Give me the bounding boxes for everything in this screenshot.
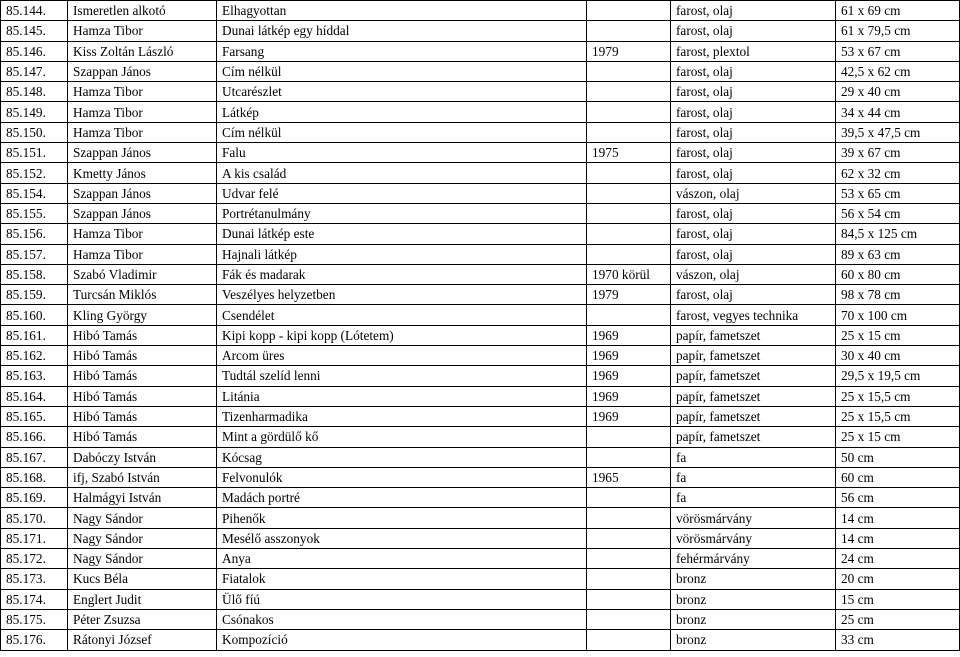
size-cell: 60 x 80 cm — [836, 264, 960, 284]
year-cell — [587, 21, 671, 41]
title-cell: Mint a gördülő kő — [217, 427, 587, 447]
size-cell: 61 x 69 cm — [836, 1, 960, 21]
table-row — [1, 325, 960, 345]
table-row — [1, 143, 960, 163]
size-cell: 61 x 79,5 cm — [836, 21, 960, 41]
size-cell: 60 cm — [836, 467, 960, 487]
artist-cell: Hibó Tamás — [68, 406, 217, 426]
inventory-number-cell: 85.163. — [1, 366, 68, 386]
size-cell: 84,5 x 125 cm — [836, 224, 960, 244]
year-cell: 1970 körül — [587, 264, 671, 284]
table-row — [1, 41, 960, 61]
table-body — [1, 1, 960, 651]
medium-cell: farost, olaj — [671, 285, 836, 305]
artist-cell: Hamza Tibor — [68, 122, 217, 142]
table-row — [1, 549, 960, 569]
table-row — [1, 285, 960, 305]
year-cell: 1979 — [587, 41, 671, 61]
title-cell: Elhagyottan — [217, 1, 587, 21]
title-cell: Csónakos — [217, 609, 587, 629]
inventory-number-cell: 85.165. — [1, 406, 68, 426]
year-cell — [587, 569, 671, 589]
size-cell: 53 x 67 cm — [836, 41, 960, 61]
artist-cell: Hibó Tamás — [68, 325, 217, 345]
title-cell: Fiatalok — [217, 569, 587, 589]
inventory-number-cell: 85.170. — [1, 508, 68, 528]
inventory-number-cell: 85.147. — [1, 61, 68, 81]
table-row — [1, 488, 960, 508]
medium-cell: fa — [671, 488, 836, 508]
inventory-number-cell: 85.150. — [1, 122, 68, 142]
year-cell — [587, 305, 671, 325]
artist-cell: Szappan János — [68, 183, 217, 203]
medium-cell: farost, olaj — [671, 244, 836, 264]
artist-cell: Hamza Tibor — [68, 82, 217, 102]
medium-cell: farost, olaj — [671, 61, 836, 81]
artist-cell: Hibó Tamás — [68, 427, 217, 447]
table-row — [1, 528, 960, 548]
medium-cell: farost, vegyes technika — [671, 305, 836, 325]
artist-cell: Rátonyi József — [68, 630, 217, 650]
size-cell: 25 x 15,5 cm — [836, 386, 960, 406]
size-cell: 30 x 40 cm — [836, 346, 960, 366]
year-cell — [587, 488, 671, 508]
size-cell: 56 cm — [836, 488, 960, 508]
size-cell: 62 x 32 cm — [836, 163, 960, 183]
title-cell: Csendélet — [217, 305, 587, 325]
title-cell: Dunai látkép este — [217, 224, 587, 244]
year-cell — [587, 528, 671, 548]
year-cell — [587, 163, 671, 183]
table-row — [1, 609, 960, 629]
inventory-number-cell: 85.151. — [1, 143, 68, 163]
medium-cell: papír, fametszet — [671, 406, 836, 426]
title-cell: Fák és madarak — [217, 264, 587, 284]
year-cell — [587, 61, 671, 81]
artist-cell: Englert Judit — [68, 589, 217, 609]
medium-cell: farost, plextol — [671, 41, 836, 61]
year-cell — [587, 609, 671, 629]
inventory-number-cell: 85.154. — [1, 183, 68, 203]
artist-cell: Hibó Tamás — [68, 346, 217, 366]
year-cell — [587, 508, 671, 528]
artist-cell: Hamza Tibor — [68, 102, 217, 122]
artist-cell: Hibó Tamás — [68, 366, 217, 386]
year-cell — [587, 427, 671, 447]
year-cell: 1969 — [587, 386, 671, 406]
size-cell: 25 cm — [836, 609, 960, 629]
inventory-number-cell: 85.164. — [1, 386, 68, 406]
artist-cell: Nagy Sándor — [68, 528, 217, 548]
table-row — [1, 630, 960, 650]
table-row — [1, 264, 960, 284]
inventory-number-cell: 85.167. — [1, 447, 68, 467]
year-cell — [587, 630, 671, 650]
size-cell: 89 x 63 cm — [836, 244, 960, 264]
size-cell: 53 x 65 cm — [836, 183, 960, 203]
inventory-number-cell: 85.144. — [1, 1, 68, 21]
title-cell: Portrétanulmány — [217, 203, 587, 223]
medium-cell: vörösmárvány — [671, 508, 836, 528]
size-cell: 24 cm — [836, 549, 960, 569]
artist-cell: Szappan János — [68, 61, 217, 81]
table-row — [1, 244, 960, 264]
title-cell: Veszélyes helyzetben — [217, 285, 587, 305]
medium-cell: farost, olaj — [671, 1, 836, 21]
artist-cell: Hamza Tibor — [68, 244, 217, 264]
year-cell: 1975 — [587, 143, 671, 163]
inventory-number-cell: 85.176. — [1, 630, 68, 650]
artist-cell: Kling György — [68, 305, 217, 325]
year-cell: 1979 — [587, 285, 671, 305]
inventory-number-cell: 85.166. — [1, 427, 68, 447]
title-cell: A kis család — [217, 163, 587, 183]
table-row — [1, 61, 960, 81]
year-cell — [587, 1, 671, 21]
size-cell: 42,5 x 62 cm — [836, 61, 960, 81]
title-cell: Falu — [217, 143, 587, 163]
medium-cell: farost, olaj — [671, 21, 836, 41]
artist-cell: Hamza Tibor — [68, 21, 217, 41]
year-cell — [587, 183, 671, 203]
year-cell — [587, 447, 671, 467]
inventory-number-cell: 85.158. — [1, 264, 68, 284]
title-cell: Utcarészlet — [217, 82, 587, 102]
inventory-number-cell: 85.159. — [1, 285, 68, 305]
title-cell: Kipi kopp - kipi kopp (Lótetem) — [217, 325, 587, 345]
artist-cell: Hamza Tibor — [68, 224, 217, 244]
artist-cell: Szappan János — [68, 203, 217, 223]
medium-cell: papír, fametszet — [671, 325, 836, 345]
year-cell — [587, 244, 671, 264]
table-row — [1, 589, 960, 609]
table-row — [1, 82, 960, 102]
title-cell: Farsang — [217, 41, 587, 61]
artist-cell: ifj, Szabó István — [68, 467, 217, 487]
artist-cell: Kucs Béla — [68, 569, 217, 589]
table-row — [1, 346, 960, 366]
table-row — [1, 203, 960, 223]
medium-cell: bronz — [671, 630, 836, 650]
artist-cell: Halmágyi István — [68, 488, 217, 508]
year-cell — [587, 549, 671, 569]
size-cell: 20 cm — [836, 569, 960, 589]
table-row — [1, 427, 960, 447]
table-row — [1, 183, 960, 203]
inventory-number-cell: 85.168. — [1, 467, 68, 487]
inventory-number-cell: 85.145. — [1, 21, 68, 41]
artist-cell: Hibó Tamás — [68, 386, 217, 406]
size-cell: 33 cm — [836, 630, 960, 650]
medium-cell: farost, olaj — [671, 102, 836, 122]
year-cell — [587, 224, 671, 244]
size-cell: 14 cm — [836, 508, 960, 528]
title-cell: Tudtál szelíd lenni — [217, 366, 587, 386]
artist-cell: Péter Zsuzsa — [68, 609, 217, 629]
medium-cell: papír, fametszet — [671, 386, 836, 406]
table-row — [1, 569, 960, 589]
size-cell: 14 cm — [836, 528, 960, 548]
size-cell: 56 x 54 cm — [836, 203, 960, 223]
medium-cell: papír, fametszet — [671, 366, 836, 386]
table-row — [1, 163, 960, 183]
size-cell: 34 x 44 cm — [836, 102, 960, 122]
medium-cell: papír, fametszet — [671, 346, 836, 366]
size-cell: 70 x 100 cm — [836, 305, 960, 325]
table-row — [1, 406, 960, 426]
table-row — [1, 508, 960, 528]
title-cell: Látkép — [217, 102, 587, 122]
table-row — [1, 21, 960, 41]
year-cell: 1965 — [587, 467, 671, 487]
table-row — [1, 224, 960, 244]
medium-cell: papír, fametszet — [671, 427, 836, 447]
medium-cell: farost, olaj — [671, 143, 836, 163]
title-cell: Felvonulók — [217, 467, 587, 487]
table-row — [1, 386, 960, 406]
inventory-number-cell: 85.157. — [1, 244, 68, 264]
inventory-number-cell: 85.162. — [1, 346, 68, 366]
table-row — [1, 447, 960, 467]
inventory-number-cell: 85.161. — [1, 325, 68, 345]
title-cell: Arcom üres — [217, 346, 587, 366]
table-row — [1, 102, 960, 122]
medium-cell: farost, olaj — [671, 224, 836, 244]
table-row — [1, 366, 960, 386]
medium-cell: bronz — [671, 589, 836, 609]
artist-cell: Nagy Sándor — [68, 508, 217, 528]
size-cell: 50 cm — [836, 447, 960, 467]
artist-cell: Kmetty János — [68, 163, 217, 183]
size-cell: 39 x 67 cm — [836, 143, 960, 163]
medium-cell: vászon, olaj — [671, 264, 836, 284]
table-row — [1, 467, 960, 487]
year-cell: 1969 — [587, 325, 671, 345]
title-cell: Hajnali látkép — [217, 244, 587, 264]
inventory-number-cell: 85.156. — [1, 224, 68, 244]
size-cell: 25 x 15 cm — [836, 325, 960, 345]
medium-cell: bronz — [671, 609, 836, 629]
inventory-number-cell: 85.175. — [1, 609, 68, 629]
medium-cell: fehérmárvány — [671, 549, 836, 569]
inventory-number-cell: 85.148. — [1, 82, 68, 102]
inventory-number-cell: 85.171. — [1, 528, 68, 548]
medium-cell: farost, olaj — [671, 82, 836, 102]
medium-cell: vászon, olaj — [671, 183, 836, 203]
title-cell: Mesélő asszonyok — [217, 528, 587, 548]
size-cell: 29 x 40 cm — [836, 82, 960, 102]
year-cell: 1969 — [587, 366, 671, 386]
size-cell: 25 x 15,5 cm — [836, 406, 960, 426]
medium-cell: fa — [671, 447, 836, 467]
title-cell: Madách portré — [217, 488, 587, 508]
inventory-number-cell: 85.152. — [1, 163, 68, 183]
inventory-number-cell: 85.146. — [1, 41, 68, 61]
artist-cell: Dabóczy István — [68, 447, 217, 467]
year-cell — [587, 589, 671, 609]
inventory-number-cell: 85.172. — [1, 549, 68, 569]
inventory-number-cell: 85.155. — [1, 203, 68, 223]
year-cell: 1969 — [587, 406, 671, 426]
title-cell: Udvar felé — [217, 183, 587, 203]
medium-cell: fa — [671, 467, 836, 487]
size-cell: 25 x 15 cm — [836, 427, 960, 447]
year-cell — [587, 102, 671, 122]
size-cell: 39,5 x 47,5 cm — [836, 122, 960, 142]
artist-cell: Turcsán Miklós — [68, 285, 217, 305]
year-cell — [587, 82, 671, 102]
title-cell: Cím nélkül — [217, 61, 587, 81]
size-cell: 15 cm — [836, 589, 960, 609]
year-cell — [587, 122, 671, 142]
table-row — [1, 305, 960, 325]
title-cell: Anya — [217, 549, 587, 569]
inventory-number-cell: 85.173. — [1, 569, 68, 589]
size-cell: 98 x 78 cm — [836, 285, 960, 305]
inventory-number-cell: 85.160. — [1, 305, 68, 325]
title-cell: Kompozíció — [217, 630, 587, 650]
title-cell: Ülő fíú — [217, 589, 587, 609]
inventory-number-cell: 85.174. — [1, 589, 68, 609]
table-row — [1, 1, 960, 21]
medium-cell: farost, olaj — [671, 163, 836, 183]
medium-cell: bronz — [671, 569, 836, 589]
artist-cell: Szappan János — [68, 143, 217, 163]
medium-cell: vörösmárvány — [671, 528, 836, 548]
year-cell — [587, 203, 671, 223]
table-row — [1, 122, 960, 142]
title-cell: Tizenharmadika — [217, 406, 587, 426]
title-cell: Dunai látkép egy híddal — [217, 21, 587, 41]
year-cell: 1969 — [587, 346, 671, 366]
artist-cell: Szabó Vladimir — [68, 264, 217, 284]
inventory-number-cell: 85.169. — [1, 488, 68, 508]
artist-cell: Kiss Zoltán László — [68, 41, 217, 61]
title-cell: Kócsag — [217, 447, 587, 467]
medium-cell: farost, olaj — [671, 122, 836, 142]
size-cell: 29,5 x 19,5 cm — [836, 366, 960, 386]
inventory-number-cell: 85.149. — [1, 102, 68, 122]
title-cell: Pihenők — [217, 508, 587, 528]
artist-cell: Ismeretlen alkotó — [68, 1, 217, 21]
artist-cell: Nagy Sándor — [68, 549, 217, 569]
medium-cell: farost, olaj — [671, 203, 836, 223]
title-cell: Cím nélkül — [217, 122, 587, 142]
title-cell: Litánia — [217, 386, 587, 406]
